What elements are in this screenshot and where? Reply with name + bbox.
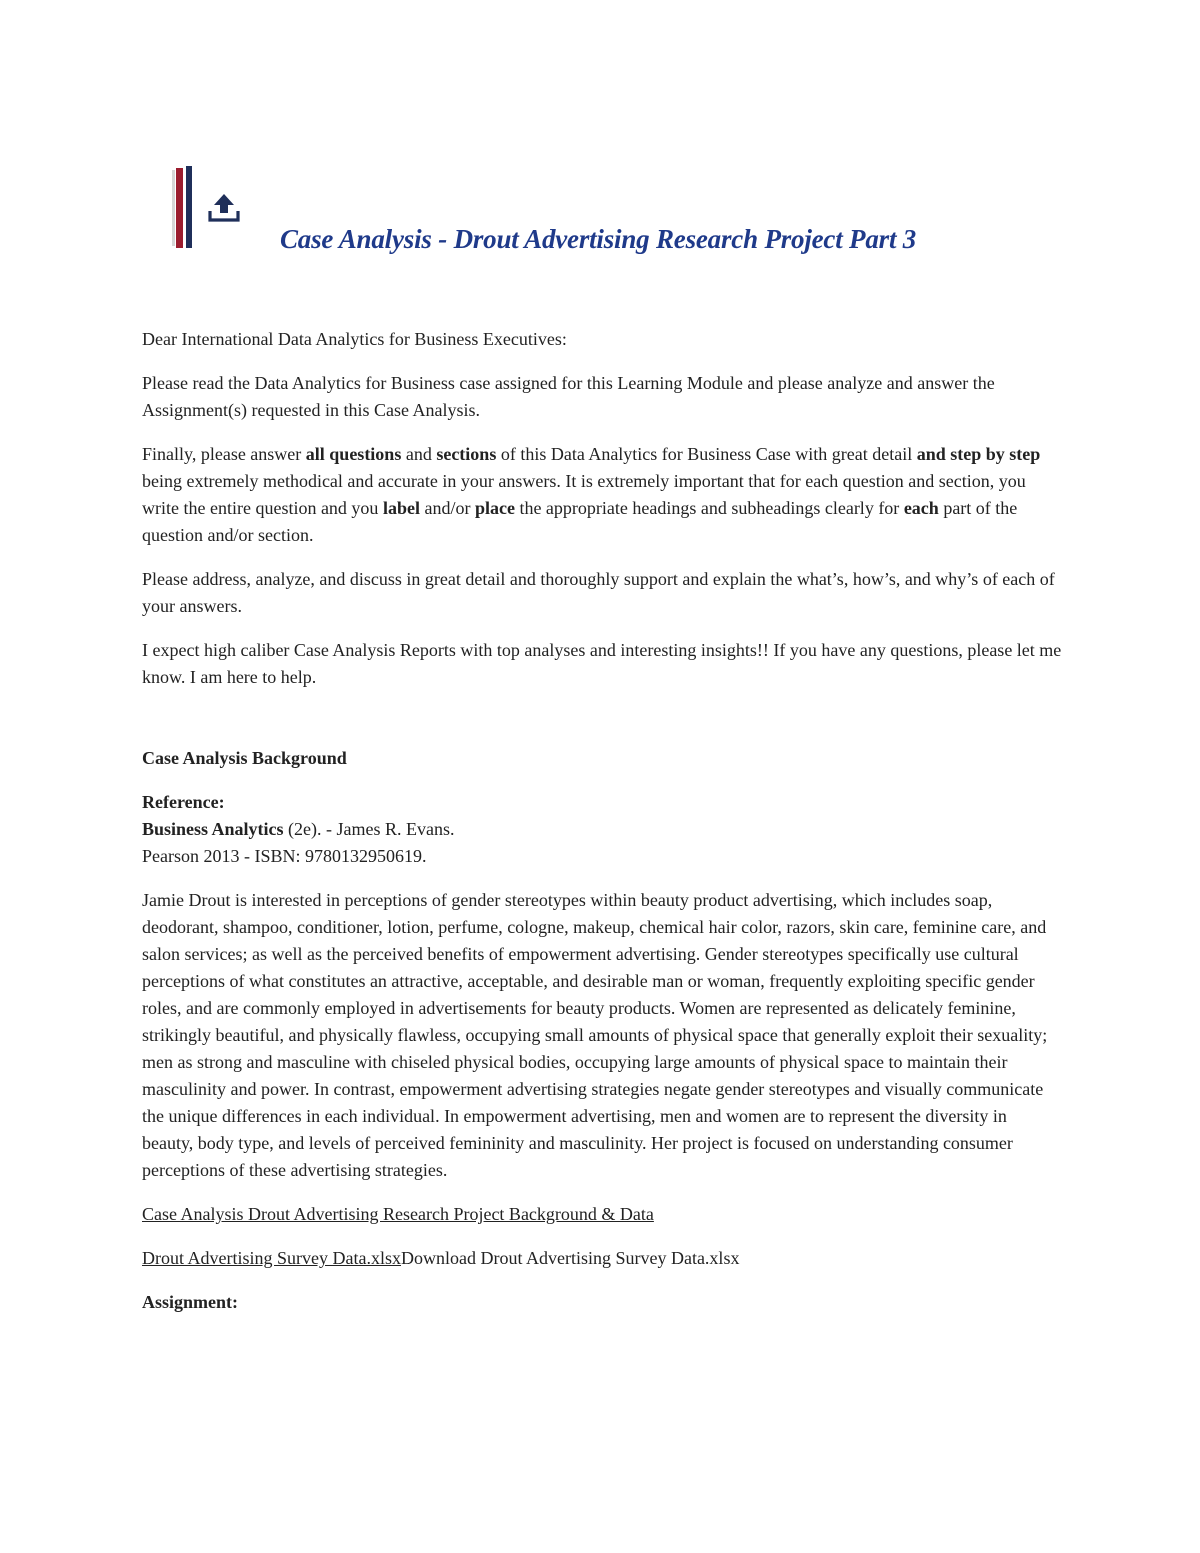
- logo-shadow-bar: [172, 170, 175, 246]
- text-span: Finally, please answer: [142, 444, 306, 464]
- text-span: the appropriate headings and subheadings clearly for: [514, 498, 904, 518]
- logo-navy-bar: [186, 166, 192, 248]
- intro-paragraph-3: Please address, analyze, and discuss in great detail and thoroughly support and explain the what’s, how’s, and why’s of each of your answers.: [142, 569, 1055, 616]
- book-details: (2e). - James R. Evans.: [283, 819, 455, 839]
- text-span: being extremely methodical and accurate in your answers. It is extremely important that for each question and section, you write the entire question and you: [142, 471, 1026, 518]
- reference-book: [142, 816, 1062, 843]
- upload-icon: [206, 192, 242, 224]
- intro-paragraph-1: Please read the Data Analytics for Business case assigned for this Learning Module and please analyze and answer the Assignment(s) requested in this Case Analysis.: [142, 373, 995, 420]
- logo-red-bar: [176, 168, 183, 248]
- bold-span: place: [474, 498, 515, 518]
- reference-block: [142, 789, 1062, 870]
- bold-span: sections: [436, 444, 497, 464]
- bold-span: all questions: [305, 444, 402, 464]
- background-link-paragraph: [142, 1201, 1062, 1228]
- page-title: Case Analysis - Drout Advertising Research Project Part 3: [280, 224, 917, 254]
- bold-span: and step by step: [916, 444, 1041, 464]
- background-data-link[interactable]: Case Analysis Drout Advertising Research Project Background & Data: [142, 1204, 654, 1224]
- bold-span: label: [382, 498, 420, 518]
- background-heading: Case Analysis Background: [142, 748, 347, 768]
- survey-data-link[interactable]: Drout Advertising Survey Data.xlsx: [142, 1248, 401, 1268]
- greeting: Dear International Data Analytics for Business Executives:: [142, 329, 567, 349]
- text-span: part of the question and/or section.: [142, 498, 1018, 545]
- text-span: of this Data Analytics for Business Case with great detail: [496, 444, 917, 464]
- reference-publisher: Pearson 2013 - ISBN: 9780132950619.: [142, 846, 427, 866]
- document-logo: [170, 166, 250, 250]
- assignment-heading: Assignment:: [142, 1292, 239, 1312]
- book-title: Business Analytics: [142, 819, 284, 839]
- reference-label: Reference:: [142, 792, 225, 812]
- intro-paragraph-4: I expect high caliber Case Analysis Reports with top analyses and interesting insights!! If you have any questions, please let me know. I am here to help.: [142, 640, 1062, 687]
- text-span: and: [401, 444, 437, 464]
- bold-span: each: [903, 498, 939, 518]
- download-label: Download Drout Advertising Survey Data.xlsx: [400, 1248, 740, 1268]
- document-body: [142, 326, 1062, 1333]
- text-span: and/or: [419, 498, 475, 518]
- background-body: Jamie Drout is interested in perceptions of gender stereotypes within beauty product advertising, which includes soap, deodorant, shampoo, conditioner, lotion, perfume, cologne, makeup, chemical hair color, razors, skin care, feminine care, and salon services; as well as the perceived benefits of empowerment advertising. Gender stereotypes specifically use cultural perceptions of what constitutes an attractive, acceptable, and desirable man or woman, frequently exploiting specific gender roles, and are commonly employed in advertisements for beauty products. Women are represented as delicately feminine, strikingly beautiful, and physically flawless, occupying small amounts of physical space that generally exploit their sexuality; men as strong and masculine with chiseled physical bodies, occupying large amounts of physical space to maintain their masculinity and power. In contrast, empowerment advertising strategies negate gender stereotypes and visually communicate the unique differences in each individual. In empowerment advertising, men and women are to represent the diversity in beauty, body type, and levels of perceived femininity and masculinity. Her project is focused on understanding consumer perceptions of these advertising strategies.: [142, 890, 1048, 1180]
- download-paragraph: [142, 1245, 1062, 1272]
- intro-paragraph-2: [142, 441, 1062, 549]
